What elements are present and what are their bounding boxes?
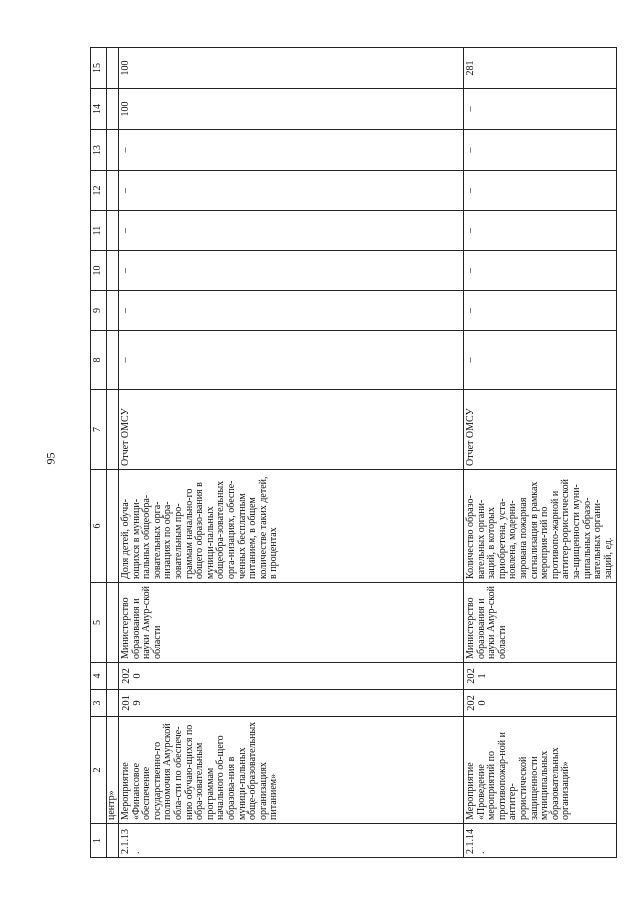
continuation-text: центр» bbox=[107, 717, 119, 824]
data-source: Отчет ОМСУ bbox=[464, 390, 617, 470]
value-cell: – bbox=[119, 211, 464, 251]
table-cell bbox=[107, 824, 119, 858]
table-cell bbox=[107, 89, 119, 130]
table-cell bbox=[107, 331, 119, 390]
value-cell: – bbox=[119, 291, 464, 331]
header-cell: 1 bbox=[91, 824, 107, 858]
table-row bbox=[119, 48, 464, 858]
header-cell: 6 bbox=[91, 470, 107, 583]
header-cell: 8 bbox=[91, 331, 107, 390]
table-cell bbox=[107, 211, 119, 251]
table-cell bbox=[107, 663, 119, 690]
start-year: 2019 bbox=[119, 690, 464, 717]
value-cell: – bbox=[119, 251, 464, 291]
value-cell: 281 bbox=[464, 48, 617, 89]
page-number: 95 bbox=[43, 452, 58, 465]
header-cell: 7 bbox=[91, 390, 107, 470]
table-cell bbox=[107, 690, 119, 717]
value-cell: – bbox=[464, 130, 617, 171]
continuation-row bbox=[107, 48, 119, 858]
value-cell: – bbox=[464, 211, 617, 251]
header-cell: 14 bbox=[91, 89, 107, 130]
value-cell: – bbox=[119, 171, 464, 211]
table-cell bbox=[107, 291, 119, 331]
indicator: Количество образо-вательных органи-заций, в которых приобретена, уста-новлена, модерни-зирована пожарная сигнализация в рамках мероприя-тий по противопо-жарной и антитер-рористической за-щищенности муни-ципальных образо-вательных органи-заций, ед. bbox=[464, 470, 617, 583]
table-cell bbox=[107, 470, 119, 583]
table-row bbox=[464, 48, 617, 858]
indicator: Доля детей, обуча-ющихся в муници-пальных общеобра-зовательных орга-низациях по обра-зовательным про-граммам начально-го общего образо-вания в муници-пальных общеобра-зовательных орга-низациях, обеспе-ченных бесплатным питанием, в общем количестве таких детей, в процентах bbox=[119, 470, 464, 583]
value-cell: 100 bbox=[119, 89, 464, 130]
value-cell: – bbox=[464, 331, 617, 390]
measure-name: Мероприятие «Проведение мероприятий по противопожар-ной и антитер-рористической защищенности муниципальных образовательных организаций» bbox=[464, 717, 617, 824]
header-cell: 3 bbox=[91, 690, 107, 717]
table-cell bbox=[107, 251, 119, 291]
rotated-table-wrapper bbox=[90, 48, 614, 858]
header-cell: 10 bbox=[91, 251, 107, 291]
table-cell bbox=[107, 583, 119, 663]
table-cell bbox=[107, 130, 119, 171]
header-cell: 11 bbox=[91, 211, 107, 251]
table-cell bbox=[107, 48, 119, 89]
header-cell: 9 bbox=[91, 291, 107, 331]
value-cell: – bbox=[464, 251, 617, 291]
rotated-table-stage bbox=[90, 48, 614, 858]
value-cell: – bbox=[119, 331, 464, 390]
data-source: Отчет ОМСУ bbox=[119, 390, 464, 470]
executor: Министерство образования и науки Амур-ской области bbox=[464, 583, 617, 663]
end-year: 2021 bbox=[464, 663, 617, 690]
header-cell: 4 bbox=[91, 663, 107, 690]
header-cell: 5 bbox=[91, 583, 107, 663]
header-cell: 15 bbox=[91, 48, 107, 89]
row-number: 2.1.13. bbox=[119, 824, 464, 858]
end-year: 2020 bbox=[119, 663, 464, 690]
value-cell: – bbox=[464, 89, 617, 130]
value-cell: – bbox=[464, 171, 617, 211]
table-cell bbox=[107, 390, 119, 470]
table-cell bbox=[107, 171, 119, 211]
measure-name: Мероприятие «Финансовое обеспечение государственно-го полномочия Амурской обла-сти по обеспече-нию обучаю-щихся по обра-зовательным программам начального об-щего образова-ния в муници-пальных обще-образовательных организациях питанием» bbox=[119, 717, 464, 824]
indicator-table bbox=[90, 47, 617, 858]
value-cell: – bbox=[464, 291, 617, 331]
executor: Министерство образования и науки Амур-ской области bbox=[119, 583, 464, 663]
header-row bbox=[91, 48, 107, 858]
header-cell: 2 bbox=[91, 717, 107, 824]
row-number: 2.1.14. bbox=[464, 824, 617, 858]
value-cell: 100 bbox=[119, 48, 464, 89]
value-cell: – bbox=[119, 130, 464, 171]
start-year: 2020 bbox=[464, 690, 617, 717]
header-cell: 12 bbox=[91, 171, 107, 211]
header-cell: 13 bbox=[91, 130, 107, 171]
